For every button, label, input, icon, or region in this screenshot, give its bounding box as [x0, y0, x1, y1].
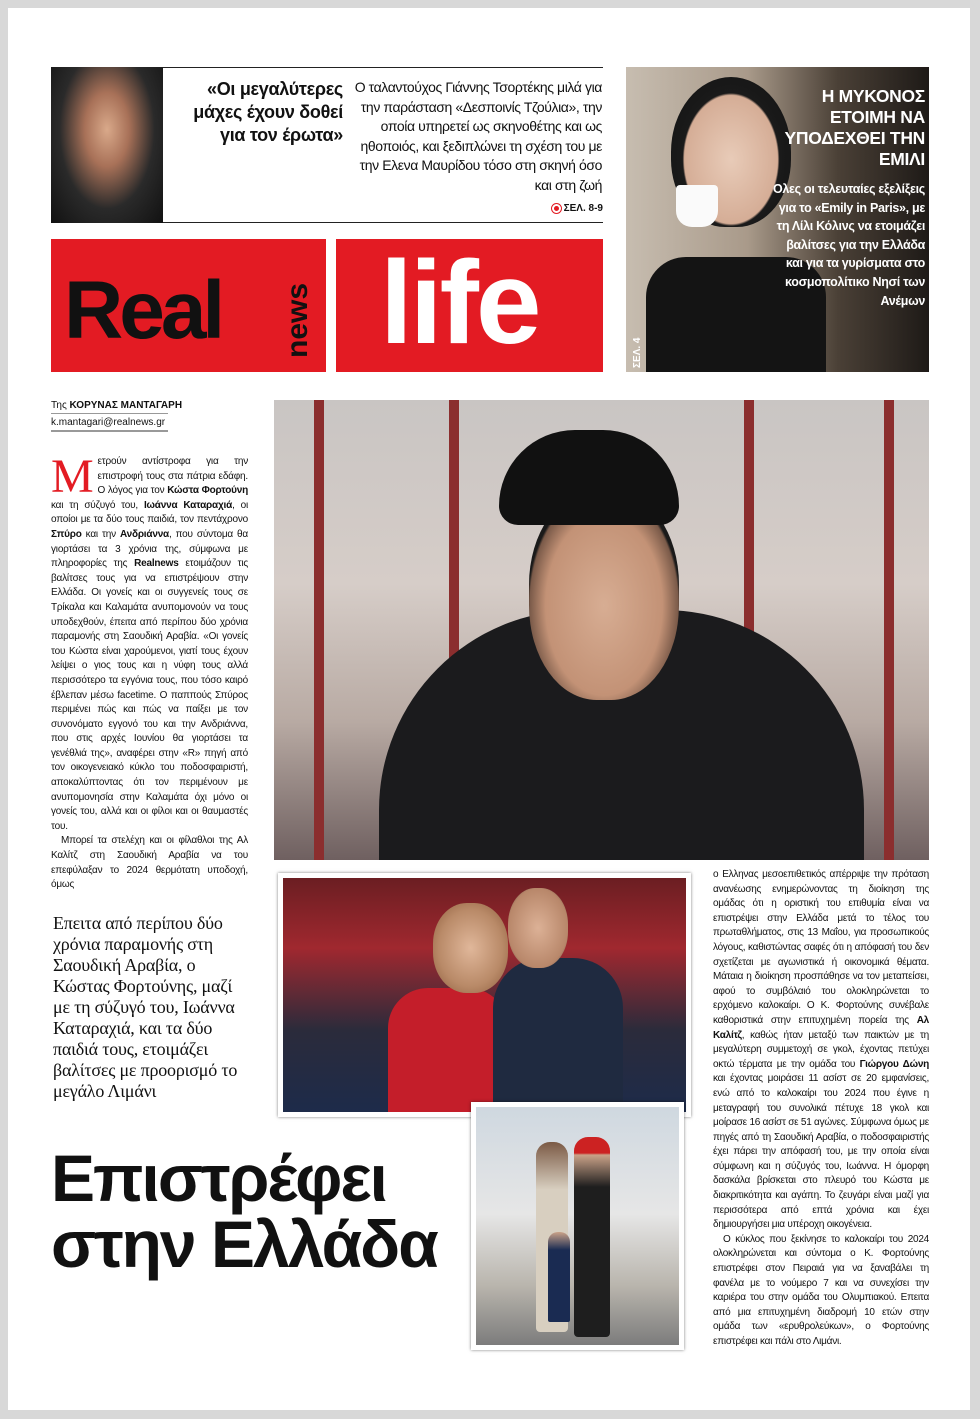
father-figure	[574, 1137, 610, 1337]
couple-photo	[278, 873, 691, 1117]
background-stripe	[314, 400, 324, 860]
dropcap: Μ	[51, 450, 94, 503]
article-paragraph: Μπορεί τα στελέχη και οι φίλαθλοι της Αλ Καλίτζ στη Σαουδική Αραβία να του επεφύλαξαν το 2024 θερμότατη υποδοχή, όμως	[51, 835, 248, 891]
woman-face-shape	[433, 903, 508, 993]
promo-page-ref[interactable]: ΣΕΛ. 4	[632, 337, 643, 368]
teaser-text: Ο ταλαντούχος Γιάννης Τσορτέκης μιλά για την παράσταση «Δεσποινίς Τζούλια», την οποία υπηρετεί ως σκηνοθέτης και ως ηθοποιός, και ξεδιπλώνει τη σχέση του με την Ελενα Μαυρίδου τόσο στη σκηνή όσο και στη ζωή	[354, 79, 602, 193]
family-photo	[471, 1102, 684, 1350]
child-figure	[548, 1232, 570, 1322]
article-column-right	[713, 868, 929, 1350]
man-face-shape	[508, 888, 568, 968]
article-paragraph: Μετρούν αντίστροφα για την επιστροφή τους στα πάτρια εδάφη. Ο λόγος για τον Κώστα Φορτούνη και τη σύζυγό του, Ιωάννα Καταραχιά, οι οποίοι με τα δύο τους παιδιά, τον πεντάχρονο Σπύρο και την Ανδριάννα, που σύντομα θα γιορτάσει τα 3 χρόνια της, σύμφωνα με πληροφορίες της Realnews ετοιμάζουν τις βαλίτσες τους για να επιστρέψουν στην Ελλάδα. Οι γονείς και οι συγγενείς τους σε Τρίκαλα και Καλαμάτα ανυπομονούν να τους υποδεχθούν, έπειτα από περίπου δύο χρόνια παραμονής στη Σαουδική Αραβία. «Οι γονείς του Κώστα είναι χαρούμενοι, γιατί τους έχουν λείψει ο γιος τους και η νύφη τους αλλά περισσότερο τα εγγόνια τους, που τόσο καιρό έβλεπαν μέσω facetime. Ο παππούς Σπύρος περιμένει πώς και πώς να παίξει με τον συνονόματο εγγονό του και την Ανδριάννα, που στις αρχές Ιουνίου θα γιορτάσει τα γενέθλιά της», αναφέρει στην «R» πηγή από τον οικογενειακό κύκλο του ποδοσφαιριστή, αποκαλύπτοντας ότι τον περιμένουν με ανυπομονησία στην Καλαμάτα όχι μόνο οι γονείς του, αλλά και οι φίλοι και οι θαυμαστές του.	[51, 450, 249, 832]
man-body-shape	[493, 958, 623, 1112]
byline-divider	[51, 430, 168, 432]
article-column-left	[51, 450, 249, 893]
background-stripe	[884, 400, 894, 860]
cap-shape	[499, 430, 679, 525]
promo-title: Η ΜΥΚΟΝΟΣ ΕΤΟΙΜΗ ΝΑ ΥΠΟΔΕΧΘΕΙ ΤΗΝ ΕΜΙΛΙ	[784, 86, 925, 169]
newspaper-page	[8, 8, 970, 1410]
masthead-news: news	[281, 282, 314, 358]
woman-body-shape	[388, 988, 508, 1112]
page-dot-icon	[552, 204, 561, 213]
teaser-quote: «Οι μεγαλύτερες μάχες έχουν δοθεί για τον έρωτα»	[193, 79, 343, 145]
teaser-page-ref[interactable]: ΣΕΛ. 8-9	[528, 203, 603, 214]
promo-text: Ολες οι τελευταίες εξελίξεις για το «Emily in Paris», με τη Λίλι Κόλινς να ετοιμάζει βαλίτσες για την Ελλάδα και για τα γυρίσματα στο κοσμοπολίτικο Νησί των Ανέμων	[772, 182, 925, 308]
article-paragraph: ο Ελληνας μεσοεπιθετικός απέρριψε την πρόταση ανανέωσης ενημερώνοντας τη διοίκηση της ομάδας ότι η οριστική του επιθυμία είναι να επιστρέψει στην Ελλάδα μετά το τέλος του πρωταθλήματος, στις 13 Μαΐου, για προσωπικούς λόγους, καθιστώντας σαφές ότι η απόφασή του δεν σχετίζεται με αγωνιστικά ή οικονομικά θέματα. Μάταια η διοίκηση προσπάθησε να τον μεταπείσει, αφού το συμβόλαιό του ολοκληρώνεται το ερχόμενο καλοκαίρι. Ο Κ. Φορτούνης συνέβαλε καθοριστικά στην επιτυχημένη πορεία της Αλ Καλίτζ, καθώς ήταν μεταξύ των παικτών με τη μεγαλύτερη συμμετοχή σε γκολ, έχοντας πετύχει οκτώ τέρματα με την ομάδα του Γιώργου Δώνη και έχοντας μοιράσει 11 ασίστ σε 20 εμφανίσεις, ενώ από το καλοκαίρι του 2024 που έγινε η μεταγραφή του συνολικά πέτυχε 18 γκολ και μοίρασε 16 ασίστ σε 51 αγώνες. Σύμφωνα όμως με πηγές από τη Σαουδική Αραβία, ο ποδοσφαιριστής έχει πάρει την απόφασή του, με την οποία είναι σύμφωνη και η σύζυγός του, Ιωάννα. Η όμορφη δασκάλα βρίσκεται στο πλευρό του Κώστα με διακριτικότητα και αγάπη. Το ζευγάρι είναι μαζί για περισσότερα από επτά χρόνια και έχει δημιουργήσει μια υπέροχη οικογένεια.	[713, 869, 929, 1231]
article-lead: Επειτα από περίπου δύο χρόνια παραμονής στη Σαουδική Αραβία, ο Κώστας Φορτούνης, μαζί με τη σύζυγό του, Ιωάννα Καταραχιά, και τα δύο παιδιά τους, ετοιμάζει βαλίτσες με προορισμό το μεγάλο Λιμάνι	[53, 913, 238, 1101]
masthead-real: Real	[64, 265, 222, 356]
main-photo	[274, 400, 929, 860]
masthead-life: life	[380, 237, 539, 369]
byline-divider	[51, 413, 168, 414]
promo-cup-shape	[676, 185, 718, 227]
byline-email[interactable]: k.mantagari@realnews.gr	[51, 417, 166, 428]
teaser-portrait-photo	[51, 67, 163, 223]
article-headline: Επιστρέφει στην Ελλάδα	[51, 1141, 437, 1281]
article-paragraph: Ο κύκλος που ξεκίνησε το καλοκαίρι του 2024 ολοκληρώνεται και σύντομα ο Κ. Φορτούνης επιστρέφει στον Πειραιά για να ξαναβάλει τη φανέλα με το νούμερο 7 και να συνεχίσει την καριέρα του στην ομάδα του Ολυμπιακού. Επειτα από μια επιτυχημένη διαδρομή 10 ετών στην ομάδα των «ερυθρολεύκων», ο Φορτούνης επιστρέφει και πάλι στο Λιμάνι.	[713, 1233, 929, 1347]
byline: Της ΚΟΡΥΝΑΣ ΜΑΝΤΑΓΑΡΗ	[51, 400, 183, 411]
